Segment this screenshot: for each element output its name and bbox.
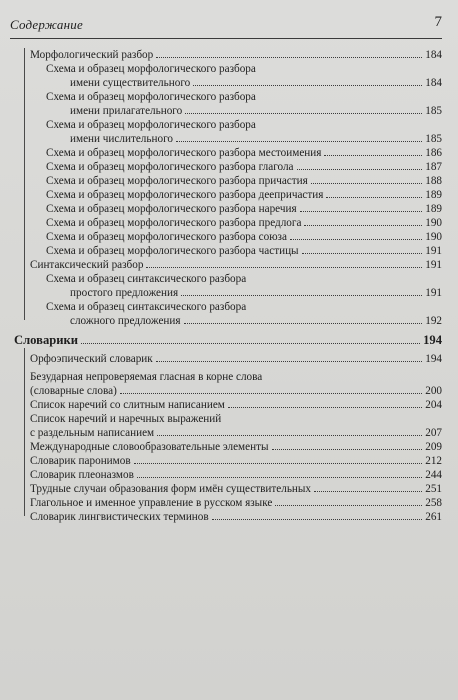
dot-leader [184, 323, 423, 324]
toc-entry [0, 174, 442, 188]
toc-page-number: 185 [425, 133, 442, 145]
toc-entry-title: с раздельным написанием [30, 427, 155, 439]
toc-entry-title: Словарик лингвистических терминов [30, 511, 209, 523]
dot-leader [212, 519, 423, 520]
toc-page-number: 200 [425, 385, 442, 397]
toc-entry-title: Схема и образец морфологического разбора деепричастия [46, 189, 324, 201]
toc-entry-title: сложного предложения [70, 315, 181, 327]
toc-entry-title: Трудные случаи образования форм имён существительных [30, 483, 312, 495]
toc-page-number: 258 [425, 497, 442, 509]
toc-entry-title: простого предложения [70, 287, 179, 299]
toc-entry [0, 48, 442, 62]
toc-entry [0, 300, 442, 328]
dot-leader [290, 239, 422, 240]
toc-entry [0, 160, 442, 174]
page-number: 7 [434, 14, 442, 30]
toc-entry [0, 412, 442, 440]
dot-leader [134, 463, 423, 464]
toc-entry-title: Список наречий и наречных выражений [30, 413, 222, 425]
dot-leader [181, 295, 422, 296]
dot-leader [176, 141, 422, 142]
toc-page-number: 209 [425, 441, 442, 453]
toc-entry-title: Безударная непроверяемая гласная в корне слова [30, 371, 263, 383]
dot-leader [314, 491, 422, 492]
toc-entry-title: Схема и образец морфологического разбора местоимения [46, 147, 322, 159]
toc-entry [0, 230, 442, 244]
toc-entry-title: Схема и образец синтаксического разбора [46, 301, 247, 313]
toc-entry-title: Схема и образец морфологического разбора частицы [46, 245, 299, 257]
toc-entry-title: Международные словообразовательные элементы [30, 441, 269, 453]
dot-leader [156, 57, 422, 58]
toc-entry [0, 398, 442, 412]
dot-leader [297, 169, 423, 170]
toc-entry-title: Схема и образец морфологического разбора предлога [46, 217, 302, 229]
toc-page-number: 251 [425, 483, 442, 495]
toc-entry-title: (словарные слова) [30, 385, 117, 397]
dot-leader [311, 183, 422, 184]
toc-page-number: 194 [425, 353, 442, 365]
toc-page-number: 187 [425, 161, 442, 173]
toc-entry [0, 510, 442, 524]
toc-page-number: 190 [425, 217, 442, 229]
toc-entry-title: Схема и образец морфологического разбора наречия [46, 203, 297, 215]
toc-entry [0, 468, 442, 482]
toc-page-number: 204 [425, 399, 442, 411]
toc-entry [0, 370, 442, 398]
dot-leader [275, 505, 422, 506]
toc-entry [0, 202, 442, 216]
dot-leader [302, 253, 423, 254]
running-head-title: Содержание [10, 17, 83, 32]
toc-entry-title: Синтаксический разбор [30, 259, 144, 271]
toc-entry-title: Глагольное и именное управление в русском языке [30, 497, 273, 509]
toc-entry [0, 258, 442, 272]
toc-page-number: 190 [425, 231, 442, 243]
toc-entry-title: Схема и образец морфологического разбора [46, 91, 256, 103]
toc-entry-title: Схема и образец синтаксического разбора [46, 273, 247, 285]
dot-leader [185, 113, 422, 114]
toc-entry-title: имени существительного [70, 77, 191, 89]
toc-page-number: 185 [425, 105, 442, 117]
toc-page-number: 189 [425, 189, 442, 201]
dot-leader [228, 407, 422, 408]
toc-entry-title: Орфоэпический словарик [30, 353, 153, 365]
toc-entry [0, 188, 442, 202]
toc-page-number: 194 [423, 333, 442, 347]
toc-entry [0, 440, 442, 454]
toc-section-heading [0, 333, 442, 347]
toc-entry [0, 496, 442, 510]
dot-leader [324, 155, 422, 156]
toc-page-number: 244 [425, 469, 442, 481]
dot-leader [146, 267, 422, 268]
toc-entry-title: Словарик паронимов [30, 455, 131, 467]
toc-entry-title: имени числительного [70, 133, 173, 145]
toc-entry [0, 118, 442, 146]
toc-page-number: 189 [425, 203, 442, 215]
toc-page-number: 192 [425, 315, 442, 327]
toc-entry [0, 62, 442, 90]
dot-leader [272, 449, 423, 450]
toc-entry-title: Схема и образец морфологического разбора [46, 119, 256, 131]
toc-entry-title: Схема и образец морфологического разбора глагола [46, 161, 294, 173]
toc-page-number: 191 [425, 259, 442, 271]
toc-entry-title: Схема и образец морфологического разбора союза [46, 231, 287, 243]
toc-entry [0, 90, 442, 118]
toc-page-number: 207 [425, 427, 442, 439]
toc-page-number: 184 [425, 49, 442, 61]
dot-leader [156, 361, 422, 362]
dot-leader [193, 85, 422, 86]
toc-entry [0, 216, 442, 230]
toc-entry-title: имени прилагательного [70, 105, 183, 117]
toc-page-number: 191 [425, 287, 442, 299]
dot-leader [300, 211, 423, 212]
toc-entry [0, 454, 442, 468]
dot-leader [81, 343, 420, 344]
toc-entry [0, 482, 442, 496]
toc-entry [0, 352, 442, 366]
toc-entry [0, 244, 442, 258]
dot-leader [120, 393, 422, 394]
toc-entry-title: Словарик плеоназмов [30, 469, 134, 481]
toc-page-number: 184 [425, 77, 442, 89]
toc-page-number: 261 [425, 511, 442, 523]
toc-entry-title: Словарики [14, 333, 79, 347]
toc-entry [0, 146, 442, 160]
dot-leader [137, 477, 422, 478]
toc-page-number: 188 [425, 175, 442, 187]
toc-entry-title: Схема и образец морфологического разбора [46, 63, 256, 75]
toc-entry-title: Морфологический разбор [30, 49, 154, 61]
toc-page-number: 212 [425, 455, 442, 467]
dot-leader [326, 197, 422, 198]
dot-leader [157, 435, 422, 436]
toc-entry [0, 272, 442, 300]
toc-entry-title: Схема и образец морфологического разбора причастия [46, 175, 308, 187]
toc-page-number: 186 [425, 147, 442, 159]
dot-leader [304, 225, 422, 226]
toc-entry-title: Список наречий со слитным написанием [30, 399, 225, 411]
toc-page-number: 191 [425, 245, 442, 257]
